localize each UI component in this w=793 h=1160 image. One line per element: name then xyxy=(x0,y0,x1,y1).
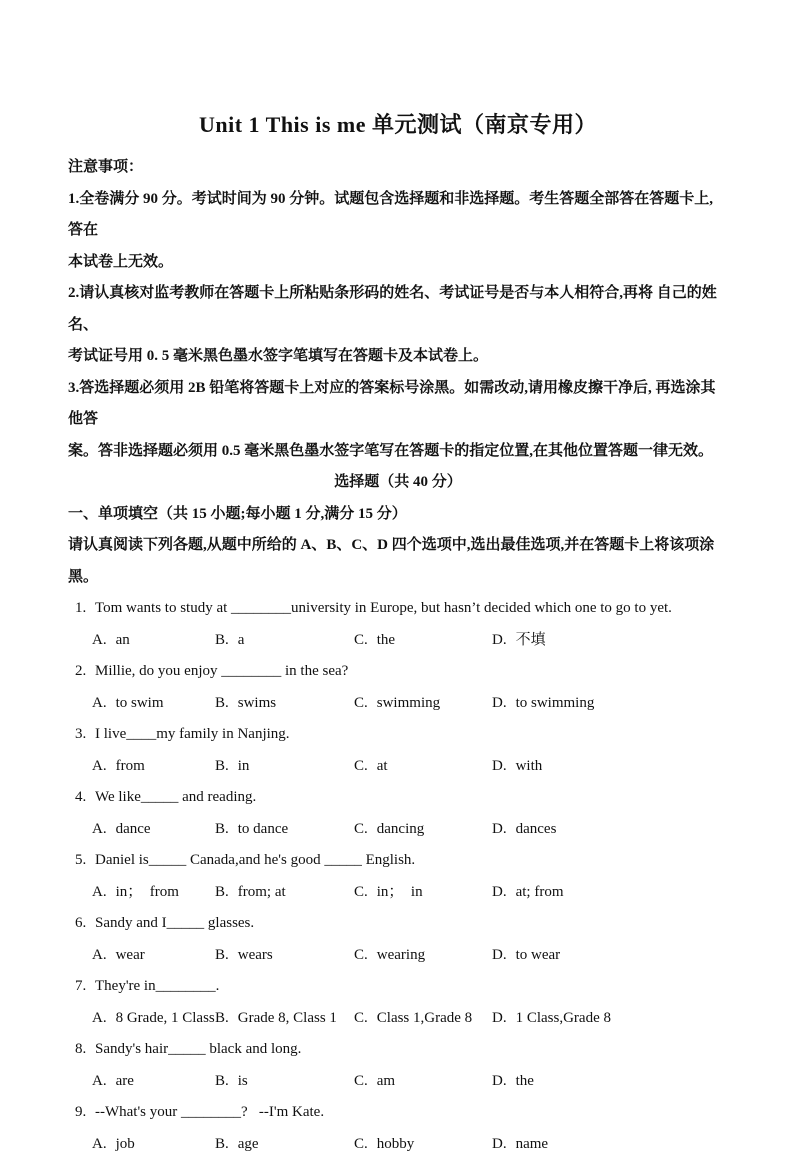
option-text: wears xyxy=(238,940,273,972)
option-text: is xyxy=(238,1066,248,1098)
question-number: 6. xyxy=(75,908,95,940)
question-number: 4. xyxy=(75,782,95,814)
option-d xyxy=(492,1003,728,1035)
option-b xyxy=(215,625,354,657)
notice-item-line: 案。答非选择题必须用 0.5 毫米黑色墨水签字笔写在答题卡的指定位置,在其他位置答题一律无效。 xyxy=(68,436,728,468)
option-b xyxy=(215,1066,354,1098)
option-text: a xyxy=(238,625,245,657)
option-label: D. xyxy=(492,1003,507,1035)
question-text: We like_____ and reading. xyxy=(95,782,728,814)
option-text: are xyxy=(116,1066,134,1098)
option-text: hobby xyxy=(377,1129,415,1160)
question-text: --What's your ________? --I'm Kate. xyxy=(95,1097,728,1129)
option-label: C. xyxy=(354,940,368,972)
option-label: C. xyxy=(354,625,368,657)
options-row xyxy=(68,877,728,909)
option-label: D. xyxy=(492,751,507,783)
option-text: Grade 8, Class 1 xyxy=(238,1003,337,1035)
question-number: 7. xyxy=(75,971,95,1003)
option-text: in； in xyxy=(377,877,423,909)
option-d xyxy=(492,814,728,846)
question-text: Daniel is_____ Canada,and he's good _____ English. xyxy=(95,845,728,877)
option-label: D. xyxy=(492,688,507,720)
option-text: job xyxy=(116,1129,135,1160)
question-line xyxy=(68,656,728,688)
question-text: They're in________. xyxy=(95,971,728,1003)
option-a xyxy=(92,1129,215,1160)
option-label: D. xyxy=(492,1066,507,1098)
option-b xyxy=(215,1129,354,1160)
option-label: D. xyxy=(492,940,507,972)
option-text: name xyxy=(516,1129,548,1160)
option-label: D. xyxy=(492,625,507,657)
page-title: Unit 1 This is me 单元测试（南京专用） xyxy=(68,108,728,141)
option-text: dancing xyxy=(377,814,424,846)
option-text: from; at xyxy=(238,877,286,909)
option-text: wear xyxy=(116,940,145,972)
option-label: C. xyxy=(354,814,368,846)
options-row xyxy=(68,940,728,972)
option-text: 不填 xyxy=(516,625,546,657)
option-text: swimming xyxy=(377,688,440,720)
option-text: to dance xyxy=(238,814,288,846)
option-a xyxy=(92,625,215,657)
option-d xyxy=(492,751,728,783)
option-text: age xyxy=(238,1129,259,1160)
option-b xyxy=(215,688,354,720)
option-label: B. xyxy=(215,877,229,909)
question-list xyxy=(68,593,728,1160)
question xyxy=(68,593,728,656)
question xyxy=(68,845,728,908)
option-text: the xyxy=(516,1066,534,1098)
question-text: Sandy's hair_____ black and long. xyxy=(95,1034,728,1066)
question-line xyxy=(68,719,728,751)
option-text: to swim xyxy=(116,688,164,720)
option-text: an xyxy=(116,625,130,657)
option-text: wearing xyxy=(377,940,425,972)
option-label: B. xyxy=(215,751,229,783)
option-label: D. xyxy=(492,1129,507,1160)
option-text: at; from xyxy=(516,877,564,909)
option-label: B. xyxy=(215,1066,229,1098)
option-label: B. xyxy=(215,1129,229,1160)
option-text: from xyxy=(116,751,145,783)
option-label: A. xyxy=(92,1003,107,1035)
question-text: Millie, do you enjoy ________ in the sea? xyxy=(95,656,728,688)
notice-item-line: 考试证号用 0. 5 毫米黑色墨水签字笔填写在答题卡及本试卷上。 xyxy=(68,341,728,373)
option-label: C. xyxy=(354,1003,368,1035)
question xyxy=(68,908,728,971)
option-c xyxy=(354,625,492,657)
option-b xyxy=(215,814,354,846)
option-label: A. xyxy=(92,814,107,846)
question-line xyxy=(68,971,728,1003)
question-line xyxy=(68,1097,728,1129)
option-text: in xyxy=(238,751,250,783)
option-label: D. xyxy=(492,814,507,846)
option-text: at xyxy=(377,751,388,783)
notice-item-line: 2.请认真核对监考教师在答题卡上所粘贴条形码的姓名、考试证号是否与本人相符合,再将 自己的姓名、 xyxy=(68,278,728,341)
option-text: to wear xyxy=(516,940,561,972)
option-c xyxy=(354,940,492,972)
question-number: 2. xyxy=(75,656,95,688)
options-row xyxy=(68,1003,728,1035)
question xyxy=(68,1097,728,1160)
question-line xyxy=(68,908,728,940)
notice-item-line: 1.全卷满分 90 分。考试时间为 90 分钟。试题包含选择题和非选择题。考生答题全部答在答题卡上, 答在 xyxy=(68,184,728,247)
option-a xyxy=(92,814,215,846)
option-label: B. xyxy=(215,1003,229,1035)
question-line xyxy=(68,593,728,625)
option-b xyxy=(215,1003,354,1035)
option-d xyxy=(492,1066,728,1098)
option-d xyxy=(492,877,728,909)
option-c xyxy=(354,1066,492,1098)
option-text: Class 1,Grade 8 xyxy=(377,1003,472,1035)
option-text: in； from xyxy=(116,877,179,909)
option-label: C. xyxy=(354,1066,368,1098)
option-c xyxy=(354,877,492,909)
option-label: A. xyxy=(92,1066,107,1098)
option-label: A. xyxy=(92,1129,107,1160)
options-row xyxy=(68,1066,728,1098)
question-text: Sandy and I_____ glasses. xyxy=(95,908,728,940)
option-label: A. xyxy=(92,940,107,972)
question-text: I live____my family in Nanjing. xyxy=(95,719,728,751)
option-text: 1 Class,Grade 8 xyxy=(516,1003,611,1035)
notice-list xyxy=(68,184,728,468)
option-label: B. xyxy=(215,688,229,720)
option-text: swims xyxy=(238,688,276,720)
question-number: 1. xyxy=(75,593,95,625)
notice-heading: 注意事项： xyxy=(68,152,728,184)
part-header: 一、单项填空（共 15 小题;每小题 1 分,满分 15 分） xyxy=(68,499,728,531)
option-d xyxy=(492,625,728,657)
question xyxy=(68,719,728,782)
option-text: dances xyxy=(516,814,557,846)
question-number: 8. xyxy=(75,1034,95,1066)
option-text: am xyxy=(377,1066,395,1098)
question-number: 5. xyxy=(75,845,95,877)
option-label: A. xyxy=(92,688,107,720)
option-c xyxy=(354,814,492,846)
options-row xyxy=(68,1129,728,1160)
notice-item-line: 3.答选择题必须用 2B 铅笔将答题卡上对应的答案标号涂黑。如需改动,请用橡皮擦干净后, 再选涂其他答 xyxy=(68,373,728,436)
question xyxy=(68,1034,728,1097)
option-label: C. xyxy=(354,688,368,720)
option-a xyxy=(92,940,215,972)
options-row xyxy=(68,814,728,846)
option-c xyxy=(354,688,492,720)
question xyxy=(68,656,728,719)
question-text: Tom wants to study at ________university in Europe, but hasn’t decided which one to go to yet. xyxy=(95,593,728,625)
option-text: to swimming xyxy=(516,688,595,720)
question-number: 3. xyxy=(75,719,95,751)
options-row xyxy=(68,688,728,720)
option-text: dance xyxy=(116,814,151,846)
option-a xyxy=(92,1066,215,1098)
option-text: the xyxy=(377,625,395,657)
question xyxy=(68,971,728,1034)
option-a xyxy=(92,688,215,720)
option-c xyxy=(354,1129,492,1160)
option-label: B. xyxy=(215,814,229,846)
section-header: 选择题（共 40 分） xyxy=(68,467,728,499)
question-line xyxy=(68,1034,728,1066)
question-line xyxy=(68,782,728,814)
option-label: C. xyxy=(354,1129,368,1160)
option-label: C. xyxy=(354,877,368,909)
option-text: 8 Grade, 1 Class xyxy=(116,1003,215,1035)
option-label: D. xyxy=(492,877,507,909)
option-d xyxy=(492,940,728,972)
option-a xyxy=(92,877,215,909)
option-d xyxy=(492,688,728,720)
option-a xyxy=(92,1003,215,1035)
option-label: B. xyxy=(215,625,229,657)
option-b xyxy=(215,751,354,783)
options-row xyxy=(68,625,728,657)
options-row xyxy=(68,751,728,783)
option-label: B. xyxy=(215,940,229,972)
option-label: A. xyxy=(92,877,107,909)
option-b xyxy=(215,877,354,909)
question-line xyxy=(68,845,728,877)
option-d xyxy=(492,1129,728,1160)
option-b xyxy=(215,940,354,972)
question-number: 9. xyxy=(75,1097,95,1129)
option-c xyxy=(354,751,492,783)
part-instruction: 请认真阅读下列各题,从题中所给的 A、B、C、D 四个选项中,选出最佳选项,并在答题卡上将该项涂黑。 xyxy=(68,530,728,593)
question xyxy=(68,782,728,845)
option-a xyxy=(92,751,215,783)
notice-item-line: 本试卷上无效。 xyxy=(68,247,728,279)
option-text: with xyxy=(516,751,543,783)
option-label: C. xyxy=(354,751,368,783)
option-label: A. xyxy=(92,625,107,657)
option-label: A. xyxy=(92,751,107,783)
option-c xyxy=(354,1003,492,1035)
